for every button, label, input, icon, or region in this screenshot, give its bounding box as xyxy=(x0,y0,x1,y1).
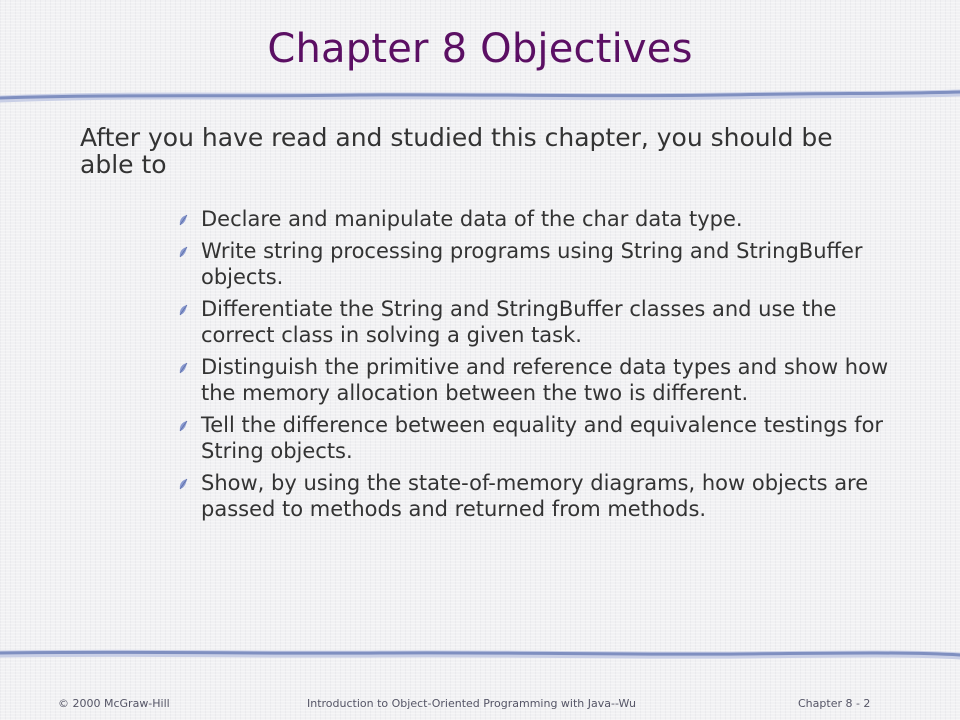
objective-text: Tell the difference between equality and equivalence testings for String objects. xyxy=(201,413,884,463)
objective-text: Declare and manipulate data of the char data type. xyxy=(201,207,743,231)
leaf-bullet-icon xyxy=(178,304,188,316)
leaf-bullet-icon xyxy=(178,214,188,226)
objective-item xyxy=(172,412,892,464)
slide-title: Chapter 8 Objectives xyxy=(267,26,693,72)
leaf-bullet-icon xyxy=(178,246,188,258)
objective-text: Write string processing programs using String and StringBuffer objects. xyxy=(201,239,863,289)
objective-text: Show, by using the state-of-memory diagrams, how objects are passed to methods and returned from methods. xyxy=(201,471,869,521)
footer xyxy=(0,697,960,713)
bottom-divider xyxy=(0,645,960,663)
top-divider xyxy=(0,88,960,106)
footer-page-number: Chapter 8 - 2 xyxy=(798,697,871,710)
objective-text: Differentiate the String and StringBuffer classes and use the correct class in solving a given task. xyxy=(201,297,837,347)
objective-item xyxy=(172,296,892,348)
objective-item xyxy=(172,238,892,290)
leaf-bullet-icon xyxy=(178,420,188,432)
objective-item xyxy=(172,354,892,406)
objective-text: Distinguish the primitive and reference data types and show how the memory allocation between the two is different. xyxy=(201,355,889,405)
footer-copyright: © 2000 McGraw-Hill xyxy=(58,697,170,710)
leaf-bullet-icon xyxy=(178,362,188,374)
intro-text: After you have read and studied this chapter, you should be able to xyxy=(80,123,833,179)
objective-item xyxy=(172,470,892,522)
objectives-list xyxy=(172,206,892,528)
objective-item xyxy=(172,206,892,232)
leaf-bullet-icon xyxy=(178,478,188,490)
footer-course-title: Introduction to Object-Oriented Programming with Java--Wu xyxy=(307,697,636,710)
